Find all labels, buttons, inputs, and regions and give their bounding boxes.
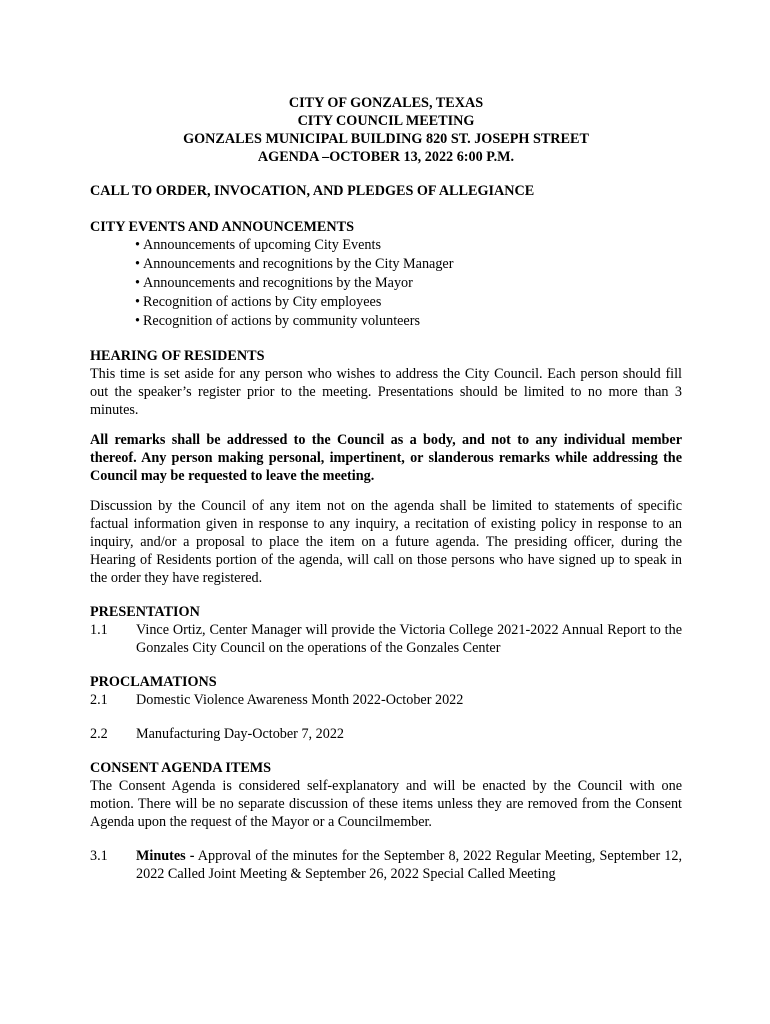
item-number: 2.1 [90,692,108,708]
agenda-content [90,94,682,883]
agenda-item [90,725,682,743]
item-text: Manufacturing Day-October 7, 2022 [136,726,345,742]
hearing-paragraph: This time is set aside for any person who wishes to address the City Council. Each person should fill out the speaker’s register prior to the meeting. Presentations should be limited to no more than 3 minutes. [90,366,682,418]
meeting-title: CITY COUNCIL MEETING [297,113,475,129]
list-item: • Announcements and recognitions by the City Manager [135,255,682,274]
discussion-paragraph: Discussion by the Council of any item not on the agenda shall be limited to statements of specific factual information given in response to any inquiry, a recitation of existing policy in response to an inquiry, and/or a proposal to place the item on a future agenda. The presiding officer, during the Hearing of Residents portion of the agenda, will call on those persons who have signed up to speak in the order they have registered. [90,498,682,586]
item-text: Vince Ortiz, Center Manager will provide the Victoria College 2021-2022 Annual Report to the Gonzales City Council on the operations of the Gonzales Center [136,622,682,656]
item-number: 3.1 [90,848,108,864]
item-title: Minutes - [136,848,195,864]
list-item: • Announcements and recognitions by the Mayor [135,274,682,293]
consent-heading: CONSENT AGENDA ITEMS [90,760,272,776]
agenda-item [90,691,682,709]
item-description: Approval of the minutes for the September 8, 2022 Regular Meeting, September 12, 2022 Called Joint Meeting & September 26, 2022 Special Called Meeting [136,848,682,882]
meeting-date: AGENDA –OCTOBER 13, 2022 6:00 P.M. [257,149,515,165]
item-text [136,847,682,883]
consent-paragraph: The Consent Agenda is considered self-explanatory and will be enacted by the Council with one motion. There will be no separate discussion of these items unless they are removed from the Consent Agenda upon the request of the Mayor or a Councilmember. [90,778,682,830]
events-list [90,236,682,331]
city-name: CITY OF GONZALES, TEXAS [288,95,484,111]
remarks-paragraph: All remarks shall be addressed to the Council as a body, and not to any individual member thereof. Any person making personal, impertinent, or slanderous remarks while addressing the Council may be requested to leave the meeting. [90,432,682,484]
item-number: 2.2 [90,726,108,742]
item-text: Domestic Violence Awareness Month 2022-October 2022 [136,692,464,708]
item-number: 1.1 [90,622,108,638]
presentation-heading: PRESENTATION [90,604,200,620]
agenda-header [90,94,682,166]
agenda-item [90,847,682,883]
events-heading: CITY EVENTS AND ANNOUNCEMENTS [90,219,354,235]
call-to-order-heading: CALL TO ORDER, INVOCATION, AND PLEDGES OF ALLEGIANCE [90,183,535,199]
agenda-item [90,621,682,657]
list-item: • Announcements of upcoming City Events [135,236,682,255]
meeting-location: GONZALES MUNICIPAL BUILDING 820 ST. JOSEPH STREET [183,131,589,147]
hearing-heading: HEARING OF RESIDENTS [90,348,265,364]
list-item: • Recognition of actions by City employees [135,293,682,312]
list-item: • Recognition of actions by community volunteers [135,312,682,331]
proclamations-heading: PROCLAMATIONS [90,674,217,690]
